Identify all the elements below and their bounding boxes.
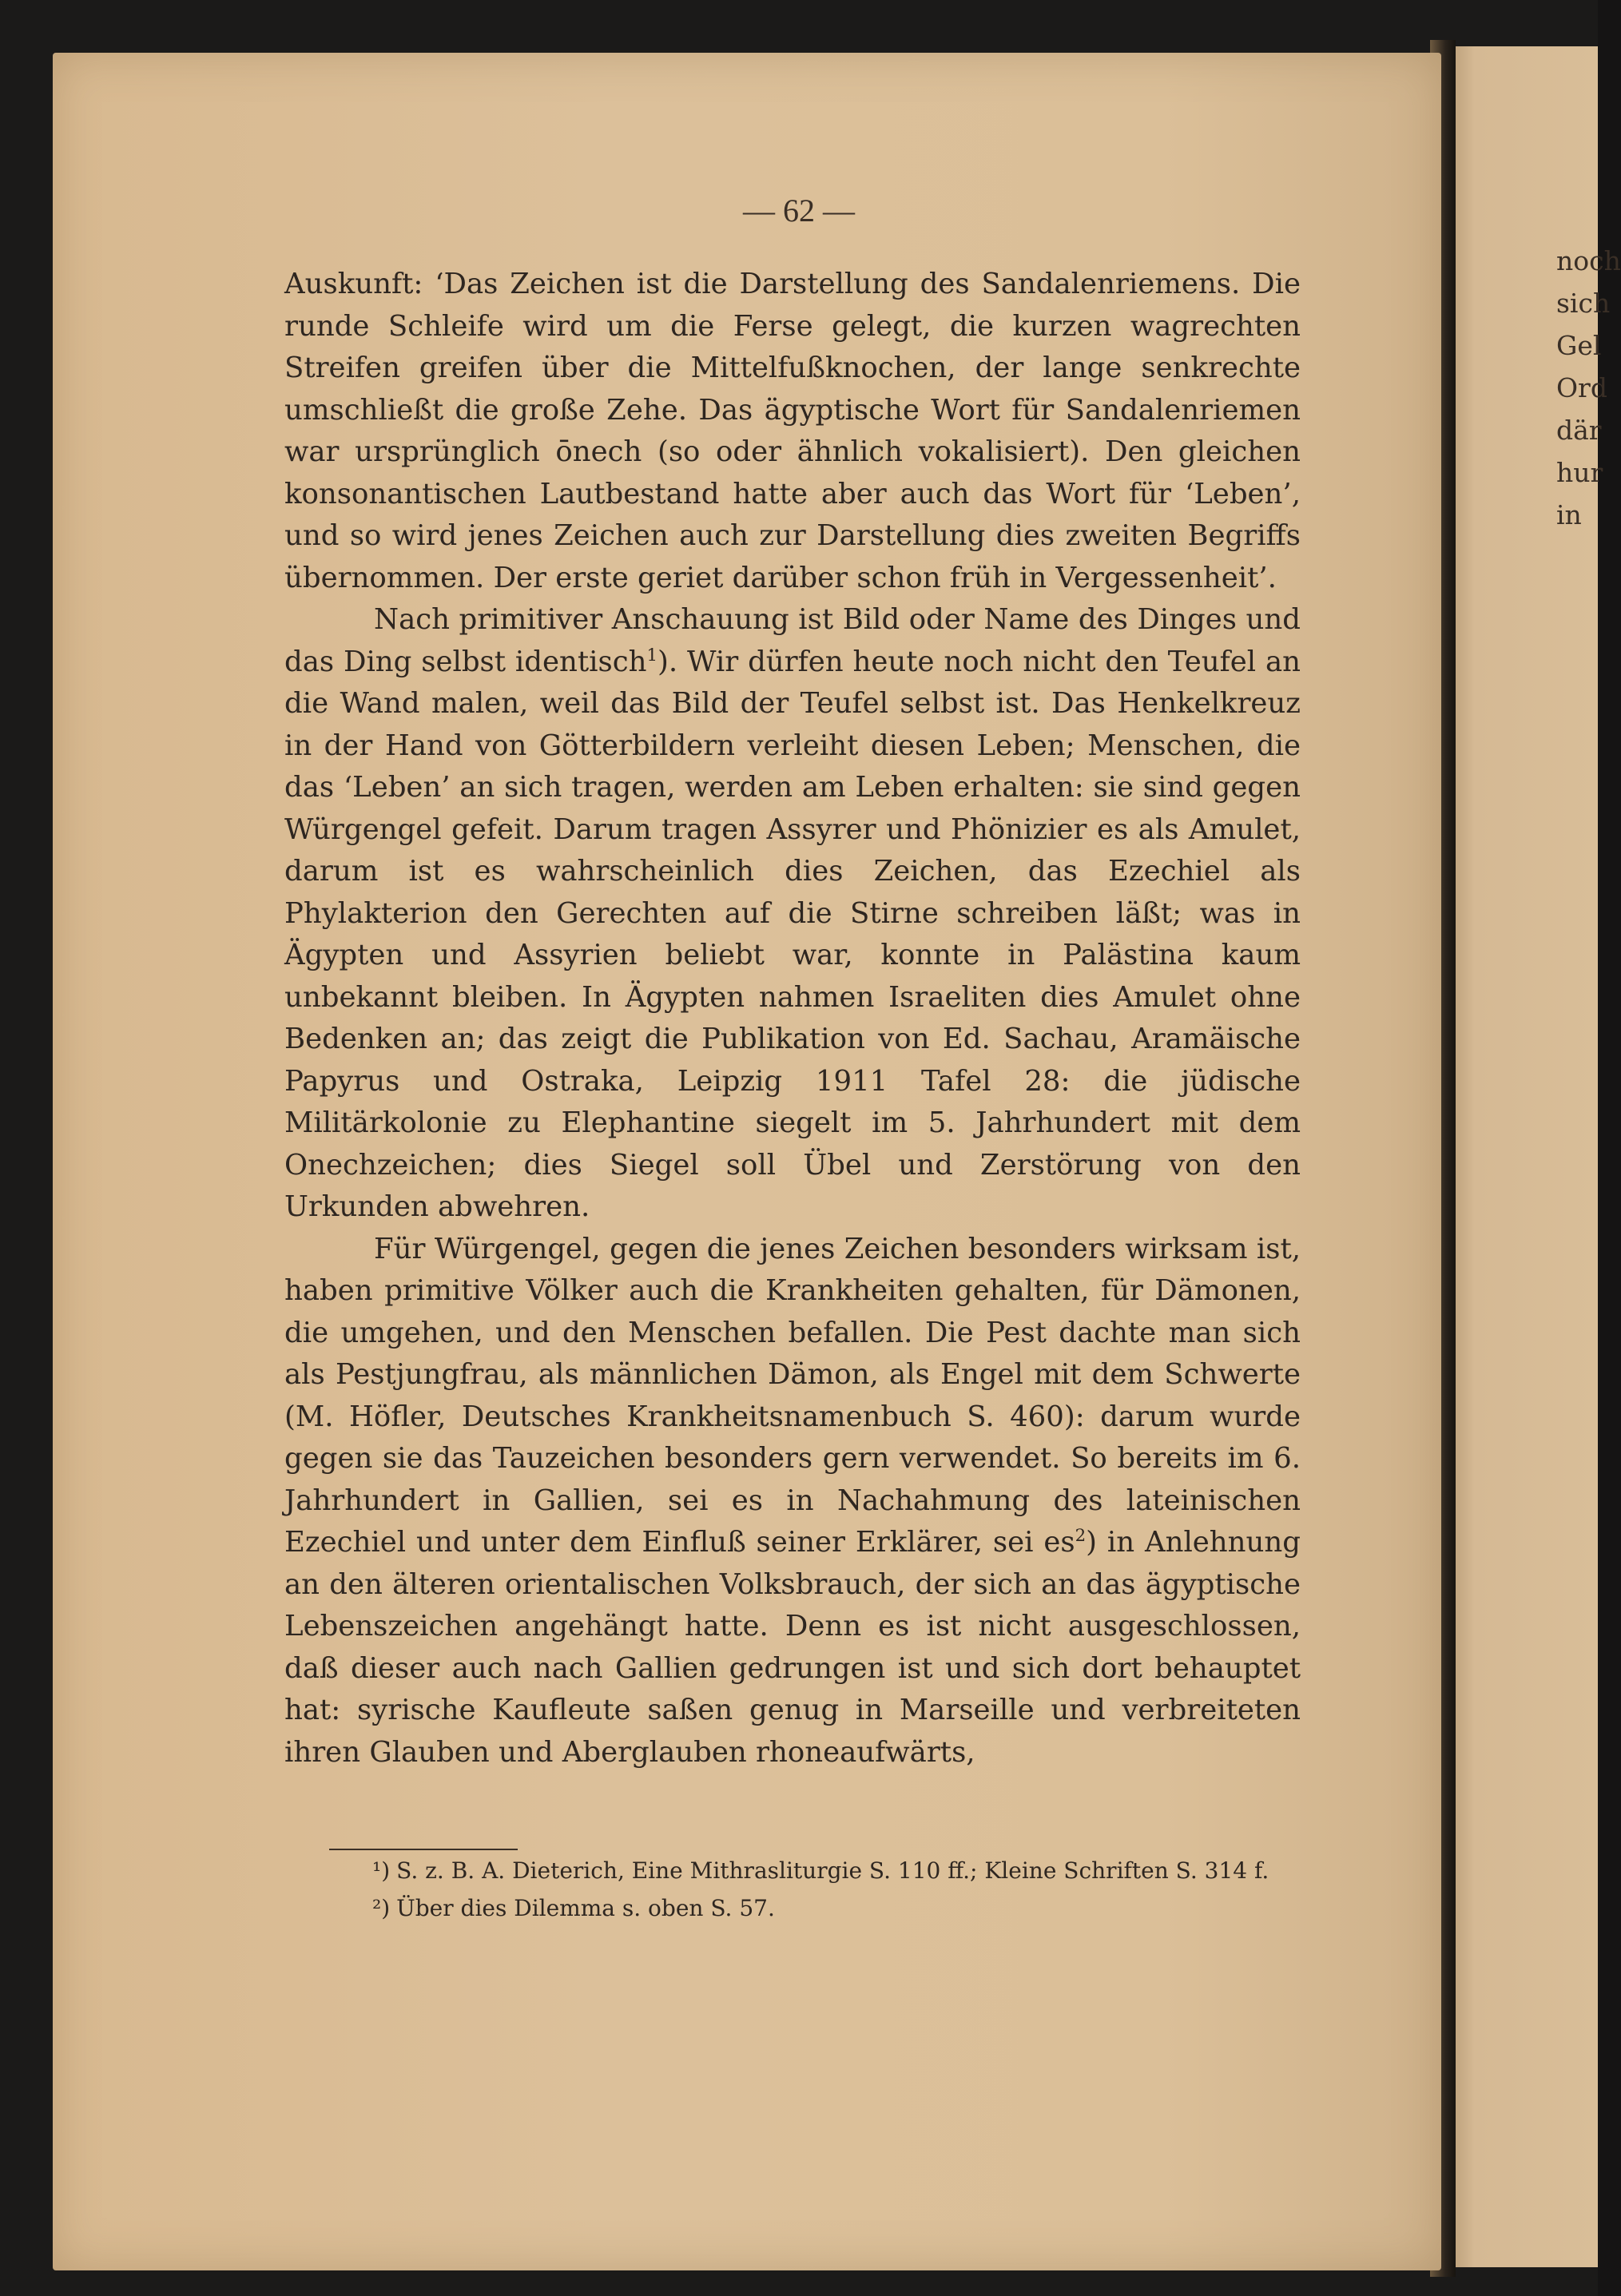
facing-page-fragment: sich: [1556, 288, 1611, 319]
paragraph-3: [284, 1229, 1301, 1774]
footnote-1-mark: ¹): [372, 1857, 391, 1884]
facing-page-fragment: Gel: [1556, 330, 1602, 361]
paragraph-2: [284, 599, 1301, 1229]
paragraph-1: Auskunft: ‘Das Zeichen ist die Darstellung des Sandalenriemens. Die runde Schleife wird um die Ferse gelegt, die kurzen wagrechten Streifen greifen über die Mittelfußknochen, der lange senkrechte umschließt die große Zehe. Das ägyptische Wort für Sandalenriemen war ursprünglich ōnech (so oder ähnlich vokalisiert). Den gleichen konsonantischen Lautbestand hatte aber auch das Wort für ‘Leben’, und so wird jenes Zeichen auch zur Darstellung dies zweiten Begriffs übernommen. Der erste geriet darüber schon früh in Vergessenheit’.: [284, 268, 1301, 594]
footnote-2: [284, 1889, 1301, 1927]
footnote-2-text: Über dies Dilemma s. oben S. 57.: [396, 1895, 775, 1921]
facing-page-text-fragments: [1556, 240, 1621, 536]
footnote-1: [284, 1852, 1301, 1889]
footnote-1-text: S. z. B. A. Dieterich, Eine Mithrasliturgie S. 110 ff.; Kleine Schriften S. 314 f.: [396, 1857, 1269, 1884]
footnote-ref-1[interactable]: 1: [646, 645, 658, 665]
footnote-2-mark: ²): [372, 1895, 391, 1921]
paragraph-3-text-b: ) in Anlehnung an den älteren orientalischen Volksbrauch, der sich an das ägyptische Lebenszeichen angehängt hatte. Denn es ist nicht ausgeschlossen, daß dieser auch nach Gallien gedrungen ist und sich dort behauptet hat: syrische Kaufleute saßen genug in Marseille und verbreiteten ihren Glauben und Aberglauben rhoneaufwärts,: [284, 1526, 1301, 1769]
paragraph-2-text-a: Nach primitiver Anschauung ist Bild oder Name des Dinges und das Ding selbst identisch: [284, 603, 1301, 678]
facing-page-fragment: in: [1556, 499, 1582, 530]
footnote-separator: [329, 1849, 518, 1850]
facing-page-fragment: Ord: [1556, 372, 1607, 403]
main-text: [284, 264, 1301, 1774]
page-number: — 62 —: [743, 193, 855, 228]
facing-page-fragment: där: [1556, 415, 1602, 446]
footnote-ref-2[interactable]: 2: [1075, 1526, 1087, 1547]
paragraph-2-text-b: ). Wir dürfen heute noch nicht den Teufel an die Wand malen, weil das Bild der Teufel selbst ist. Das Henkelkreuz in der Hand von Götterbildern verleiht diesen Leben; Menschen, die das ‘Leben’ an sich tragen, werden am Leben erhalten: sie sind gegen Würgengel gefeit. Darum tragen Assyrer und Phönizier es als Amulet, darum ist es wahrscheinlich dies Zeichen, das Ezechiel als Phylakterion den Gerechten auf die Stirne schreiben läßt; was in Ägypten und Assyrien beliebt war, konnte in Palästina kaum unbekannt bleiben. In Ägypten nahmen Israeliten dies Amulet ohne Bedenken an; das zeigt die Publikation von Ed. Sachau, Aramäische Papyrus und Ostraka, Leipzig 1911 Tafel 28: die jüdische Militärkolonie zu Elephantine siegelt im 5. Jahrhundert mit dem Onechzeichen; dies Siegel soll Übel und Zerstörung von den Urkunden abwehren.: [284, 645, 1301, 1223]
facing-page-fragment: noch: [1556, 245, 1621, 276]
facing-page-fragment: hur: [1556, 457, 1603, 488]
footnotes: [284, 1852, 1301, 1927]
paragraph-3-text-a: Für Würgengel, gegen die jenes Zeichen besonders wirksam ist, haben primitive Völker auch die Krankheiten gehalten, für Dämonen, die umgehen, und den Menschen befallen. Die Pest dachte man sich als Pestjungfrau, als männlichen Dämon, als Engel mit dem Schwerte (M. Höfler, Deutsches Krankheitsnamenbuch S. 460): darum wurde gegen sie das Tauzeichen besonders gern verwendet. So bereits im 6. Jahrhundert in Gallien, sei es in Nachahmung des lateinischen Ezechiel und unter dem Einfluß seiner Erklärer, sei es: [284, 1232, 1301, 1559]
